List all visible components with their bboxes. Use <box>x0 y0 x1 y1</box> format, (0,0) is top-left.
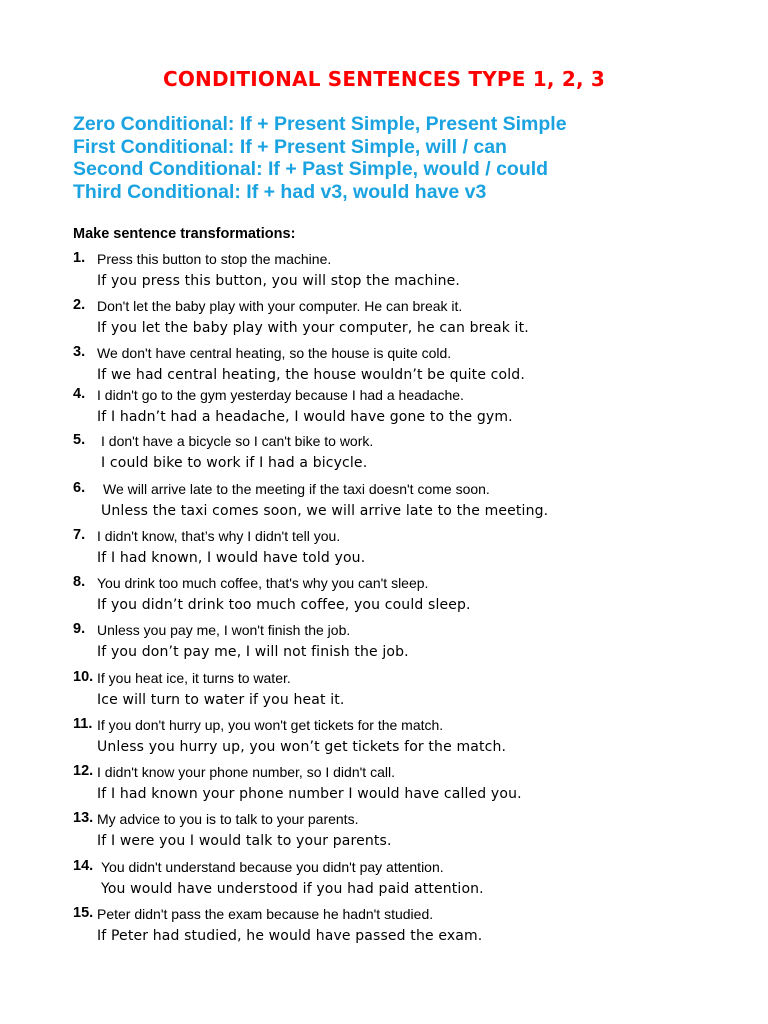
page-title: CONDITIONAL SENTENCES TYPE 1, 2, 3 <box>162 67 606 91</box>
item-prompt: My advice to you is to talk to your parents. <box>97 811 359 827</box>
item-number: 5. <box>73 432 86 448</box>
item-answer: I could bike to work if I had a bicycle. <box>101 455 368 471</box>
item-prompt: I didn't know your phone number, so I didn't call. <box>97 764 395 780</box>
item-answer: Unless you hurry up, you won’t get tickets for the match. <box>97 739 507 755</box>
item-number: 4. <box>73 386 86 402</box>
rule-first-conditional: First Conditional: If + Present Simple, will / can <box>73 135 507 158</box>
item-answer: If I were you I would talk to your parents. <box>97 833 392 849</box>
item-prompt: I didn't go to the gym yesterday because I had a headache. <box>97 387 464 403</box>
item-answer: Ice will turn to water if you heat it. <box>97 692 345 708</box>
rule-second-conditional: Second Conditional: If + Past Simple, would / could <box>73 158 549 180</box>
item-answer: If you press this button, you will stop the machine. <box>97 273 461 289</box>
rule-third-conditional: Third Conditional: If + had v3, would have v3 <box>73 180 487 203</box>
item-prompt: Unless you pay me, I won't finish the job. <box>97 622 351 638</box>
item-answer: If Peter had studied, he would have passed the exam. <box>97 928 483 944</box>
item-prompt: I don't have a bicycle so I can't bike to work. <box>101 433 374 449</box>
item-answer: If you didn’t drink too much coffee, you could sleep. <box>97 597 471 613</box>
item-answer: If I had known, I would have told you. <box>97 550 366 566</box>
item-answer: Unless the taxi comes soon, we will arrive late to the meeting. <box>101 503 549 519</box>
item-prompt: You drink too much coffee, that's why you can't sleep. <box>97 575 429 591</box>
item-prompt: Don't let the baby play with your computer. He can break it. <box>97 298 463 314</box>
item-number: 9. <box>73 621 86 637</box>
item-number: 12. <box>73 763 94 779</box>
instruction: Make sentence transformations: <box>73 226 296 242</box>
item-number: 11. <box>73 716 93 732</box>
item-answer: If I had known your phone number I would have called you. <box>97 786 522 802</box>
item-answer: If I hadn’t had a headache, I would have gone to the gym. <box>97 409 513 425</box>
rule-zero-conditional: Zero Conditional: If + Present Simple, Present Simple <box>73 113 567 135</box>
item-number: 7. <box>73 527 86 543</box>
item-prompt: We will arrive late to the meeting if the taxi doesn't come soon. <box>103 481 490 497</box>
item-prompt: You didn't understand because you didn't pay attention. <box>101 859 444 875</box>
item-prompt: Peter didn't pass the exam because he hadn't studied. <box>97 906 434 922</box>
item-answer: If we had central heating, the house wouldn’t be quite cold. <box>97 367 525 383</box>
item-number: 10. <box>73 669 94 685</box>
item-answer: If you let the baby play with your computer, he can break it. <box>97 320 529 336</box>
item-number: 6. <box>73 480 86 496</box>
item-prompt: If you heat ice, it turns to water. <box>97 670 291 686</box>
item-number: 14. <box>73 858 94 874</box>
item-prompt: We don't have central heating, so the house is quite cold. <box>97 345 452 361</box>
item-prompt: If you don't hurry up, you won't get tickets for the match. <box>97 717 444 733</box>
item-number: 15. <box>73 905 94 921</box>
item-number: 3. <box>73 344 86 360</box>
item-answer: If you don’t pay me, I will not finish the job. <box>97 644 409 660</box>
item-number: 8. <box>73 574 86 590</box>
item-number: 13. <box>73 810 94 826</box>
item-prompt: Press this button to stop the machine. <box>97 251 332 267</box>
item-answer: You would have understood if you had paid attention. <box>101 881 484 897</box>
conditional-rules <box>73 113 567 203</box>
item-number: 1. <box>73 250 86 266</box>
item-prompt: I didn't know, that’s why I didn't tell you. <box>97 528 341 544</box>
item-number: 2. <box>73 297 86 313</box>
